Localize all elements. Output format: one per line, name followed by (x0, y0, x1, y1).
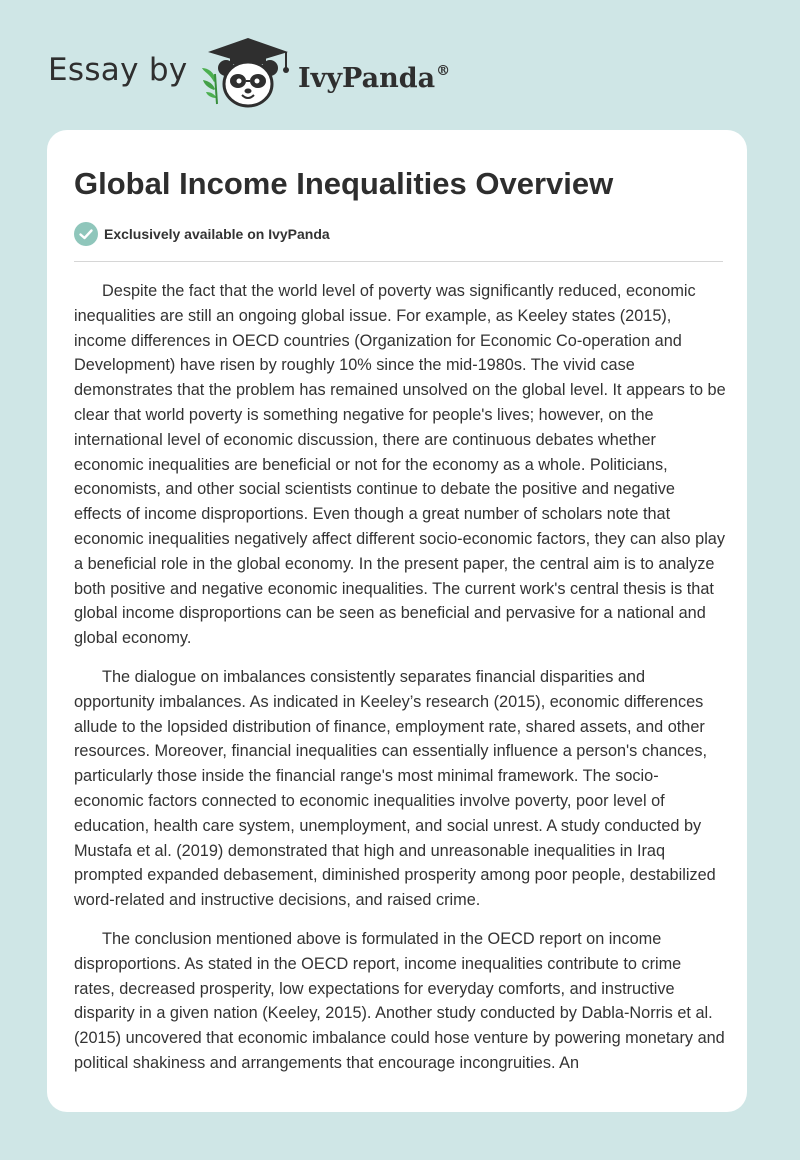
title-divider (74, 261, 723, 262)
exclusive-label: Exclusively available on IvyPanda (104, 226, 330, 242)
check-circle-icon (74, 222, 98, 246)
essay-by-label: Essay by (48, 52, 188, 88)
site-header (0, 0, 800, 130)
essay-card (47, 130, 747, 1112)
essay-body (74, 279, 726, 1090)
registered-mark: ® (436, 63, 451, 79)
essay-title: Global Income Inequalities Overview (74, 166, 614, 201)
paragraph: Despite the fact that the world level of poverty was significantly reduced, economic inequalities are still an ongoing global issue. For example, as Keeley states (2015), income differences in OECD countries (Organization for Economic Co-operation and Development) have risen by roughly 10% since the mid-1980s. The vivid case demonstrates that the problem has remained unsolved on the global level. It appears to be clear that world poverty is something negative for people's lives; however, on the international level of economic discussion, there are continuous debates whether economic inequalities are beneficial or not for the economy as a whole. Politicians, economists, and other social scientists continue to debate the positive and negative effects of income disproportions. Even though a great number of scholars note that economic inequalities negatively affect different socio-economic factors, they can also play a beneficial role in the global economy. In the present paper, the central aim is to analyze both positive and negative economic inequalities. The current work's central thesis is that global income disproportions can be seen as beneficial and pervasive for a national and global economy. (74, 282, 726, 648)
paragraph: The conclusion mentioned above is formulated in the OECD report on income disproportions. As stated in the OECD report, income inequalities contribute to crime rates, decreased prosperity, low expectations for everyday comforts, and instructive disparity in a given nation (Keeley, 2015). Another study conducted by Dabla-Norris et al. (2015) uncovered that economic imbalance could hose venture by powering monetary and political shakiness and arrangements that encourage incongruities. An (74, 929, 725, 1072)
paragraph: The dialogue on imbalances consistently separates financial disparities and opportunity imbalances. As indicated in Keeley’s research (2015), economic differences allude to the lopsided distribution of finance, employment rate, shared assets, and other resources. Moreover, financial inequalities can essentially influence a person's chances, particularly those inside the financial range's most minimal framework. The socio-economic factors connected to economic inequalities involve poverty, poor level of education, health care system, unemployment, and social unrest. A study conducted by Mustafa et al. (2019) demonstrated that high and unreasonable inequalities in Iraq prompted expanded debasement, diminished prosperity among poor people, destabilized word-related and instructive decisions, and raised crime. (74, 667, 716, 910)
ivypanda-brand[interactable] (298, 53, 450, 97)
panda-logo-icon[interactable] (200, 34, 296, 110)
exclusive-badge (74, 222, 330, 246)
brand-text: IvyPanda (298, 63, 436, 94)
